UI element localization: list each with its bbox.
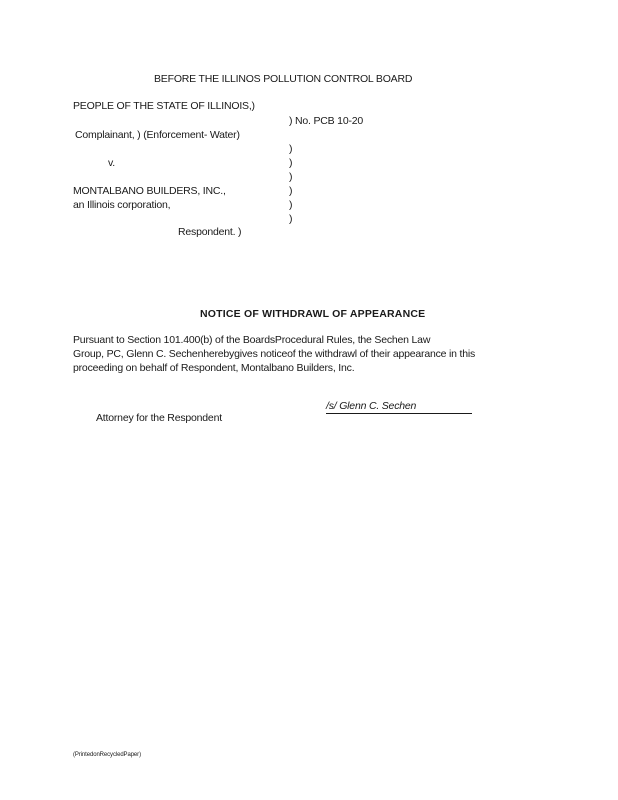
respondent-label: Respondent. ) (178, 226, 242, 238)
notice-body-line: proceeding on behalf of Respondent, Montalbano Builders, Inc. (73, 362, 355, 374)
respondent-name: MONTALBANO BUILDERS, INC., (73, 185, 226, 197)
notice-body-line: Pursuant to Section 101.400(b) of the BoardsProcedural Rules, the Sechen Law (73, 334, 431, 346)
caption-paren: ) (289, 171, 293, 183)
board-heading: BEFORE THE ILLINOS POLLUTION CONTROL BOARD (154, 73, 413, 85)
caption-paren: ) (289, 143, 293, 155)
caption-paren: ) (289, 213, 293, 225)
footer-note: (PrintedonRecycledPaper) (73, 752, 141, 758)
complainant-line: Complainant, ) (Enforcement- Water) (75, 129, 240, 141)
attorney-label: Attorney for the Respondent (96, 412, 222, 424)
versus: v. (108, 157, 115, 169)
caption-paren: ) (289, 185, 293, 197)
respondent-description: an Illinois corporation, (73, 199, 171, 211)
notice-title: NOTICE OF WITHDRAWL OF APPEARANCE (200, 308, 426, 320)
people-line: PEOPLE OF THE STATE OF ILLINOIS,) (73, 100, 255, 112)
caption-paren: ) (289, 199, 293, 211)
signature-line: /s/ Glenn C. Sechen (326, 400, 472, 414)
caption-paren: ) (289, 157, 293, 169)
notice-body-line: Group, PC, Glenn C. Sechenherebygives noticeof the withdrawl of their appearance in this (73, 348, 476, 360)
case-number: ) No. PCB 10-20 (289, 115, 364, 127)
